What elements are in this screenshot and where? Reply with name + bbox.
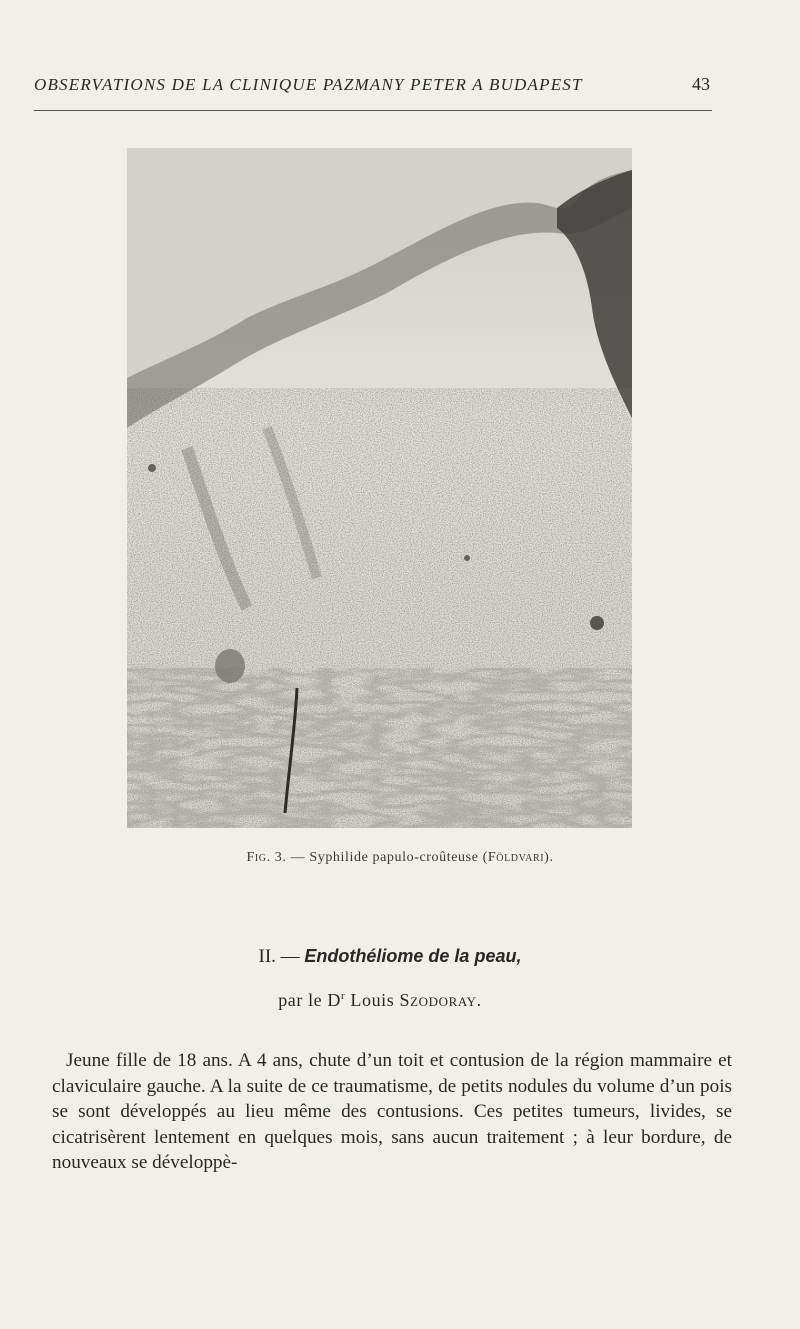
byline-dr: D [327, 990, 341, 1010]
body-paragraph: Jeune fille de 18 ans. A 4 ans, chute d’un toit et contusion de la région mammaire et claviculaire gauche. A la suite de ce traumatisme, de petits nodules du volume d’un pois se sont développés au lieu même des contusions. Ces petites tumeurs, livides, se cicatrisèrent lentement en quelques mois, sans aucun traitement ; à leur bordure, de nouveaux se développè- [52, 1050, 732, 1173]
header-rule [34, 110, 712, 111]
figure-label: Fig. 3. [246, 850, 287, 865]
histology-photograph [127, 148, 632, 828]
running-title: OBSERVATIONS DE LA CLINIQUE PAZMANY PETER A BUDAPEST [34, 75, 583, 94]
byline-name: Louis [350, 990, 395, 1010]
byline-dr-sup: r [341, 990, 346, 1002]
section-heading [0, 946, 780, 968]
running-header [34, 74, 710, 95]
figure-dash: — [290, 850, 306, 865]
page-number: 43 [692, 74, 710, 94]
byline [0, 990, 760, 1011]
figure-credit: (Földvari). [482, 850, 554, 865]
byline-prefix: par le [278, 990, 323, 1010]
section-number: II. — [258, 946, 300, 967]
figure-title: Syphilide papulo-croûteuse [309, 850, 479, 865]
figure-caption [0, 850, 800, 866]
byline-surname: Szodoray. [399, 990, 482, 1010]
section-title: Endothéliome de la peau, [304, 946, 522, 966]
